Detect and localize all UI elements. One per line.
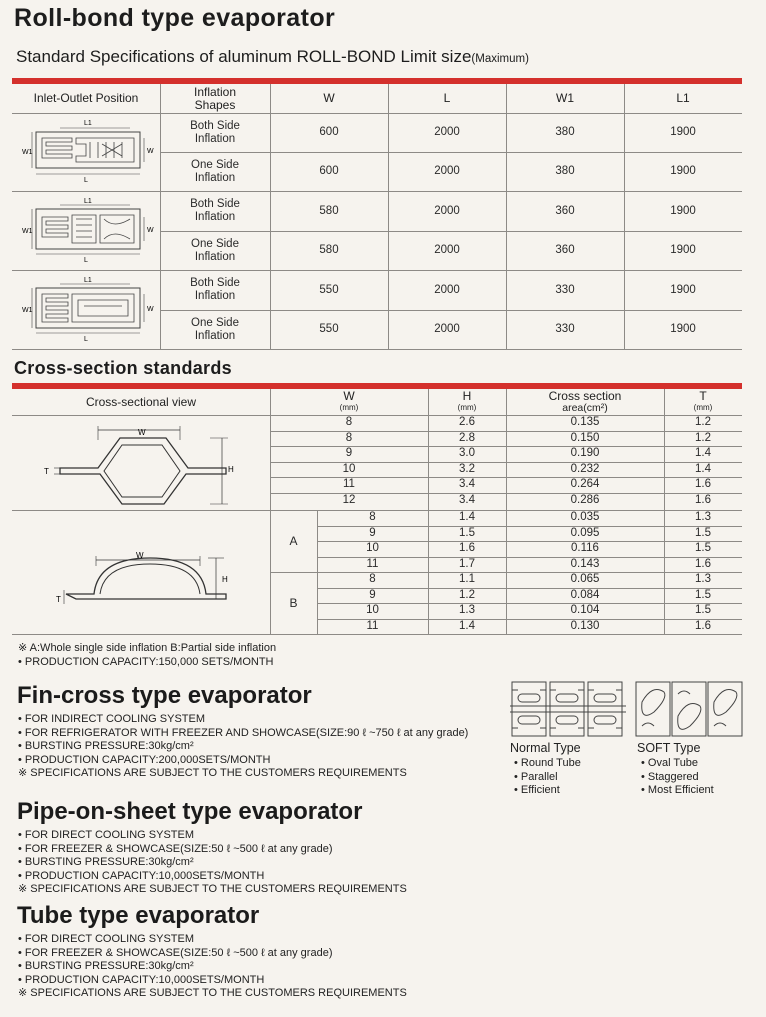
tube-type-bullet: • PRODUCTION CAPACITY:10,000SETS/MONTH — [18, 973, 265, 986]
spec-cell-w: 600 — [319, 165, 339, 177]
pipe-on-sheet-bullet: • FOR FREEZER & SHOWCASE(SIZE:50 ℓ ~500 ℓ at any grade) — [18, 842, 333, 855]
cross-cell-area: 0.286 — [570, 493, 600, 506]
tube-type-bullet: ※ SPECIFICATIONS ARE SUBJECT TO THE CUSTOMERS REQUIREMENTS — [18, 987, 407, 1000]
inflation-shape-cell — [160, 310, 270, 349]
page-title: Roll-bond type evaporator — [14, 4, 336, 32]
cross-cell-t: 1.6 — [695, 619, 711, 632]
cross-cell-h: 1.2 — [459, 588, 475, 601]
cross-cell-w: 12 — [342, 493, 356, 506]
inflation-shape-line2: Inflation — [194, 132, 236, 145]
inflation-shape-cell — [160, 270, 270, 310]
col-header-view: Cross-sectional view — [85, 394, 197, 409]
normal-type-item: • Efficient — [514, 784, 560, 797]
pipe-on-sheet-bullet: • PRODUCTION CAPACITY:10,000SETS/MONTH — [18, 869, 265, 882]
pipe-on-sheet-bullet: • BURSTING PRESSURE:30kg/cm² — [18, 856, 194, 869]
col-header-l1: L1 — [676, 91, 690, 105]
cross-cell-w: 9 — [345, 447, 353, 460]
inflation-shape-line2: Inflation — [194, 329, 236, 342]
normal-type-items — [514, 757, 581, 798]
inflation-note: ※ A:Whole single side inflation B:Partial side inflation — [18, 642, 277, 654]
diagram-label-l: L — [84, 257, 88, 264]
spec-cell-l1: 1900 — [670, 244, 696, 256]
soft-type-items — [641, 757, 714, 798]
cross-cell-h: 3.4 — [459, 493, 475, 506]
soft-type-item: • Oval Tube — [641, 757, 699, 769]
fin-cross-bullets — [18, 713, 468, 781]
inflation-shape-line1: Both Side — [190, 119, 240, 132]
inlet-outlet-diagram-3 — [20, 276, 156, 344]
inflation-shape-line1: Both Side — [190, 277, 240, 289]
inflation-shape-line2: Inflation — [194, 171, 236, 184]
cross-cell-h: 1.1 — [459, 573, 475, 586]
header-w: W — [343, 389, 355, 403]
spec-cell-w: 550 — [319, 283, 339, 296]
col-header-h-mm — [428, 389, 506, 415]
diagram-label-w: W — [136, 551, 144, 560]
cross-cell-t: 1.3 — [695, 573, 711, 586]
cross-cell-h: 1.4 — [459, 619, 475, 632]
inflation-shape-cell — [160, 191, 270, 231]
tube-type-bullet: • FOR FREEZER & SHOWCASE(SIZE:50 ℓ ~500 ℓ at any grade) — [18, 946, 333, 959]
inflation-shape-cell — [160, 152, 270, 191]
fin-cross-title: Fin-cross type evaporator — [17, 682, 312, 709]
diagram-label-w: W — [147, 306, 154, 313]
inlet-outlet-diagram-2 — [20, 197, 156, 265]
spec-cell-w: 600 — [319, 126, 339, 138]
pipe-on-sheet-title: Pipe-on-sheet type evaporator — [17, 798, 363, 825]
page-subtitle — [16, 47, 529, 67]
cross-cell-w: 10 — [366, 542, 379, 555]
subtitle-note: (Maximum) — [471, 53, 529, 65]
cross-cell-area: 0.084 — [570, 588, 600, 601]
spec-cell-w1: 330 — [555, 323, 575, 335]
cross-cell-t: 1.4 — [695, 447, 711, 460]
pipe-on-sheet-bullet: • FOR DIRECT COOLING SYSTEM — [18, 829, 194, 841]
cross-cell-t: 1.3 — [695, 511, 711, 524]
inflation-shape-line2: Inflation — [194, 211, 236, 223]
cross-cell-area: 0.130 — [570, 619, 600, 632]
cross-cell-w: 10 — [366, 604, 379, 617]
diagram-label-w: W — [147, 148, 154, 155]
group-label-a: A — [289, 533, 298, 548]
diagram-label-t: T — [44, 467, 49, 476]
cross-cell-h: 1.3 — [459, 604, 475, 617]
cross-cell-h: 1.6 — [459, 542, 475, 555]
normal-type-item: • Parallel — [514, 770, 558, 783]
cross-cell-h: 3.4 — [459, 478, 475, 491]
cross-cell-w: 8 — [369, 511, 376, 524]
cross-cell-area: 0.143 — [570, 557, 600, 570]
normal-type-fin-illustration — [510, 680, 626, 738]
diagram-label-l: L — [84, 336, 88, 343]
diagram-label-l1: L1 — [84, 120, 92, 127]
spec-cell-l: 2000 — [434, 126, 460, 138]
cross-cell-w: 8 — [345, 416, 353, 429]
col-header-shapes — [160, 84, 270, 113]
col-header-area — [506, 389, 664, 415]
cross-cell-w: 9 — [369, 526, 376, 539]
inflation-shape-line1: One Side — [191, 158, 239, 171]
spec-cell-l1: 1900 — [670, 165, 696, 177]
spec-cell-w1: 380 — [555, 126, 575, 138]
fin-cross-bullet: • FOR REFRIGERATOR WITH FREEZER AND SHOWCASE(SIZE:90 ℓ ~750 ℓ at any grade) — [18, 726, 469, 739]
diagram-label-l: L — [84, 177, 88, 184]
fin-cross-bullet: ※ SPECIFICATIONS ARE SUBJECT TO THE CUSTOMERS REQUIREMENTS — [18, 767, 407, 780]
cross-cell-t: 1.5 — [695, 542, 711, 555]
cross-cell-w: 8 — [369, 573, 376, 586]
spec-cell-l1: 1900 — [670, 126, 696, 138]
diagram-label-w: W — [147, 227, 154, 234]
cross-cell-h: 1.7 — [459, 557, 475, 570]
col-header-shapes-line1: Inflation — [193, 84, 237, 99]
cross-cell-area: 0.135 — [570, 416, 600, 429]
diagram-label-w1: W1 — [22, 228, 33, 235]
spec-cell-l: 2000 — [434, 244, 460, 256]
cross-cell-t: 1.2 — [695, 431, 711, 444]
cross-cell-t: 1.5 — [695, 604, 711, 617]
cross-cell-t: 1.4 — [695, 462, 711, 475]
cross-cell-area: 0.264 — [570, 478, 600, 491]
col-header-shapes-line2: Shapes — [194, 97, 236, 112]
cross-cell-w: 11 — [366, 619, 379, 632]
spec-cell-w1: 330 — [555, 283, 575, 296]
diagram-label-l1: L1 — [84, 198, 92, 205]
cross-cell-h: 2.8 — [459, 431, 475, 444]
inflation-shape-line2: Inflation — [194, 250, 236, 263]
diagram-label-w1: W1 — [22, 149, 33, 156]
tube-type-title: Tube type evaporator — [17, 902, 260, 929]
col-header-w1: W1 — [556, 91, 574, 105]
cross-cell-t: 1.5 — [695, 526, 711, 539]
cross-cell-h: 3.0 — [459, 447, 475, 460]
tube-type-bullet: • FOR DIRECT COOLING SYSTEM — [18, 933, 194, 945]
cross-cell-t: 1.6 — [695, 478, 711, 491]
cross-section-title: Cross-section standards — [14, 358, 232, 378]
header-area-line2: area(cm²) — [562, 402, 608, 414]
tube-type-bullets — [18, 933, 407, 1001]
cross-cell-w: 11 — [366, 557, 379, 570]
col-header-position: Inlet-Outlet Position — [33, 91, 139, 105]
header-h-unit: (mm) — [457, 403, 477, 412]
pipe-on-sheet-bullets — [18, 829, 407, 897]
cross-cell-w: 10 — [342, 462, 356, 475]
cross-cell-h: 2.6 — [459, 416, 475, 429]
cross-cell-t: 1.6 — [695, 557, 711, 570]
soft-type-item: • Most Efficient — [641, 784, 714, 797]
spec-cell-w1: 360 — [555, 244, 575, 256]
cross-cell-area: 0.104 — [570, 604, 600, 617]
soft-type-label: SOFT Type — [637, 741, 701, 755]
spec-cell-l: 2000 — [434, 283, 460, 296]
spec-cell-l: 2000 — [434, 323, 460, 335]
inflation-shape-cell — [160, 113, 270, 152]
normal-type-label: Normal Type — [510, 741, 581, 755]
spec-cell-w1: 360 — [555, 204, 575, 217]
cross-cell-area: 0.116 — [571, 542, 599, 555]
inflation-shape-line1: One Side — [191, 316, 239, 329]
pipe-on-sheet-bullet: ※ SPECIFICATIONS ARE SUBJECT TO THE CUSTOMERS REQUIREMENTS — [18, 883, 407, 896]
cross-cell-h: 1.5 — [459, 526, 475, 539]
header-h: H — [462, 389, 472, 403]
inflation-shape-line1: Both Side — [190, 198, 240, 210]
cross-cell-w: 9 — [369, 588, 376, 601]
cross-cell-area: 0.035 — [570, 511, 600, 524]
spec-cell-l: 2000 — [434, 165, 460, 177]
spec-cell-w: 580 — [319, 204, 339, 217]
diagram-label-w: W — [138, 428, 146, 437]
cross-cell-area: 0.190 — [570, 447, 600, 460]
cross-cell-area: 0.065 — [570, 573, 600, 586]
cross-cell-area: 0.232 — [570, 462, 600, 475]
cross-cell-area: 0.095 — [570, 526, 600, 539]
cross-cell-t: 1.6 — [695, 493, 711, 506]
fin-cross-bullet: • FOR INDIRECT COOLING SYSTEM — [18, 713, 205, 725]
spec-cell-l: 2000 — [434, 204, 460, 217]
cross-cell-area: 0.150 — [570, 431, 600, 444]
fin-cross-bullet: • BURSTING PRESSURE:30kg/cm² — [18, 740, 194, 753]
cross-cell-h: 3.2 — [459, 462, 475, 475]
spec-cell-w: 580 — [319, 244, 339, 256]
subtitle-text: Standard Specifications of aluminum ROLL-BOND Limit size — [16, 47, 472, 66]
col-header-w: W — [323, 91, 335, 105]
header-w-unit: (mm) — [339, 403, 359, 412]
roll-bond-capacity-note: • PRODUCTION CAPACITY:150,000 SETS/MONTH — [18, 656, 274, 668]
diagram-label-t: T — [56, 595, 61, 604]
header-t-unit: (mm) — [693, 403, 713, 412]
diagram-label-w1: W1 — [22, 307, 33, 314]
cross-cell-w: 8 — [345, 431, 353, 444]
header-area-line1: Cross section — [548, 389, 622, 403]
soft-type-item: • Staggered — [641, 770, 699, 783]
diagram-label-l1: L1 — [84, 277, 92, 284]
spec-cell-w: 550 — [319, 323, 339, 335]
diagram-label-h: H — [228, 465, 234, 474]
cross-cell-h: 1.4 — [459, 511, 475, 524]
col-header-w-mm — [270, 389, 428, 415]
diagram-label-h: H — [222, 575, 228, 584]
cross-cell-t: 1.5 — [695, 588, 711, 601]
spec-cell-w1: 380 — [555, 165, 575, 177]
normal-type-item: • Round Tube — [514, 757, 581, 769]
fin-cross-bullet: • PRODUCTION CAPACITY:200,000SETS/MONTH — [18, 753, 271, 766]
hexagon-cross-section-diagram — [30, 420, 250, 508]
cross-cell-t: 1.2 — [695, 416, 711, 429]
inflation-shape-cell — [160, 231, 270, 270]
dome-cross-section-diagram — [40, 546, 250, 616]
spec-cell-l1: 1900 — [670, 323, 696, 335]
col-header-l: L — [443, 91, 451, 105]
header-t: T — [699, 389, 707, 403]
inlet-outlet-diagram-1 — [20, 118, 156, 186]
col-header-t-mm — [664, 389, 742, 415]
spec-cell-l1: 1900 — [670, 283, 696, 296]
inflation-shape-line1: One Side — [191, 237, 239, 250]
cross-cell-w: 11 — [343, 478, 355, 491]
group-label-b: B — [289, 595, 298, 610]
spec-cell-l1: 1900 — [670, 204, 696, 217]
tube-type-bullet: • BURSTING PRESSURE:30kg/cm² — [18, 960, 194, 973]
inflation-shape-line2: Inflation — [194, 290, 236, 302]
soft-type-fin-illustration — [634, 680, 746, 738]
